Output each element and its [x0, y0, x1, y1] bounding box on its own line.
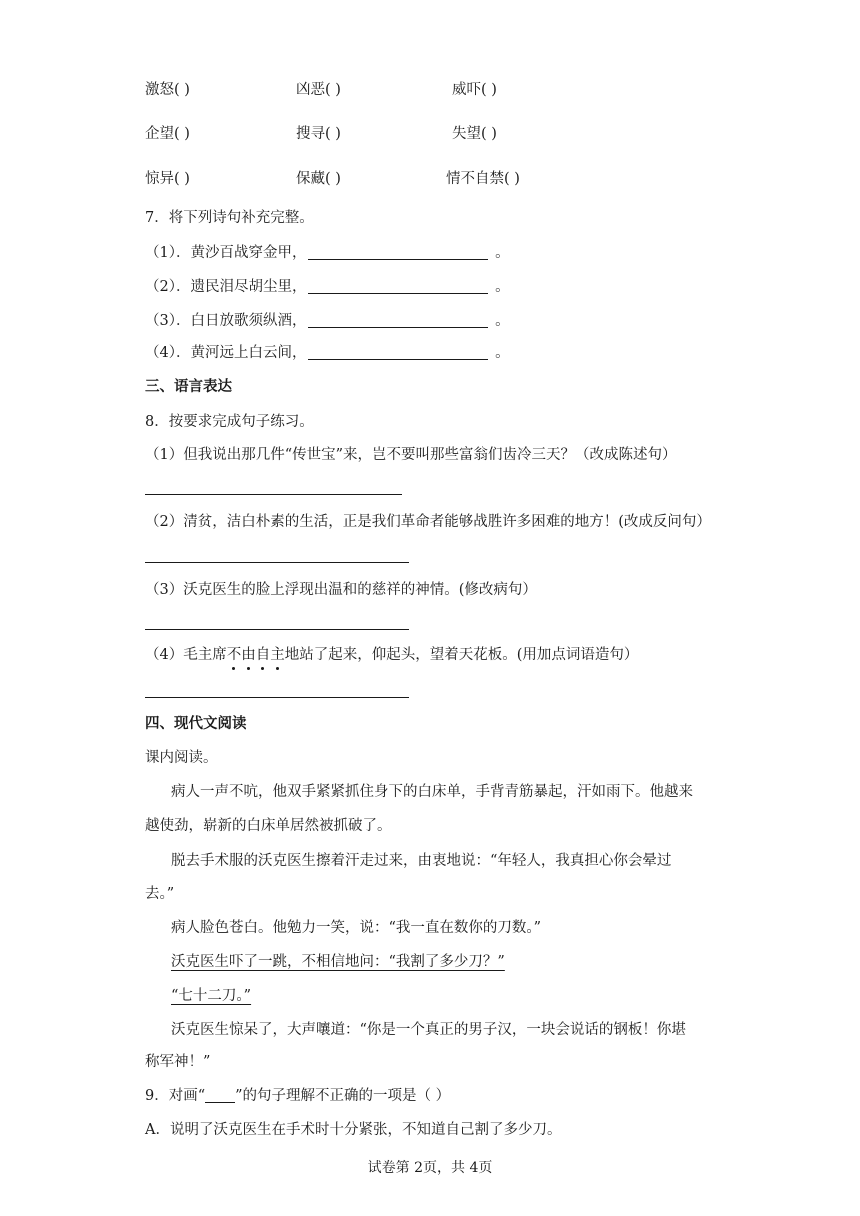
- answer-blank[interactable]: [308, 245, 488, 260]
- poem-item: [145, 311, 510, 331]
- page-footer: 试卷第 2页，共 4页: [367, 1160, 493, 1176]
- poem-item-label: （1）．黄沙百战穿金甲，: [145, 245, 307, 261]
- passage-line: 称军神！”: [145, 1054, 211, 1070]
- sentence-text: （4）毛主席: [145, 647, 227, 663]
- answer-blank[interactable]: [308, 313, 488, 328]
- passage-line-underlined: “七十二刀。”: [171, 988, 252, 1004]
- passage-line: 病人一声不吭，他双手紧紧抓住身下的白床单，手背青筋暴起，汗如雨下。他越来: [171, 784, 693, 800]
- word-item: 企望( ): [145, 126, 190, 142]
- poem-item: [145, 243, 510, 263]
- dotted-char: 不: [226, 647, 242, 663]
- dotted-char: 主: [270, 647, 285, 663]
- word-item: 搜寻( ): [296, 126, 341, 142]
- sentence-task: （3）沃克医生的脸上浮现出温和的慈祥的神情。(修改病句）: [145, 582, 537, 598]
- question-9: [145, 1086, 450, 1106]
- question-text: 9．对画“: [145, 1088, 206, 1104]
- reading-intro: 课内阅读。: [145, 750, 218, 766]
- poem-item: [145, 277, 510, 297]
- poem-item-label: （2）．遗民泪尽胡尘里，: [145, 279, 307, 295]
- poem-item: [145, 343, 510, 363]
- underline-marker: [205, 1088, 235, 1103]
- section-heading: 三、语言表达: [145, 379, 232, 395]
- answer-line[interactable]: [145, 494, 402, 495]
- word-item: 威吓( ): [452, 82, 497, 98]
- poem-item-end: 。: [495, 345, 510, 361]
- sentence-task: （1）但我说出那几件“传世宝”来，岂不要叫那些富翁们齿冷三天？（改成陈述句）: [145, 447, 677, 463]
- passage-line: 越使劲，崭新的白床单居然被抓破了。: [145, 818, 392, 834]
- dotted-char: 自: [255, 647, 271, 663]
- answer-blank[interactable]: [308, 279, 488, 294]
- question-7-title: 7．将下列诗句补充完整。: [145, 210, 314, 226]
- question-8-title: 8．按要求完成句子练习。: [145, 414, 314, 430]
- word-item: 失望( ): [452, 126, 497, 142]
- question-text: ”的句子理解不正确的一项是（ ）: [235, 1088, 451, 1104]
- sentence-text: 地站了起来，仰起头，望着天花板。(用加点词语造句）: [284, 647, 639, 663]
- passage-line: 脱去手术服的沃克医生擦着汗走过来，由衷地说：“年轻人，我真担心你会晕过: [171, 853, 672, 869]
- word-item: 凶恶( ): [296, 82, 341, 98]
- word-item: 保藏( ): [296, 171, 341, 187]
- passage-line: 沃克医生惊呆了，大声嚷道：“你是一个真正的男子汉，一块会说话的钢板！你堪: [171, 1022, 686, 1038]
- passage-line: 去。”: [145, 886, 175, 902]
- dotted-char: 由: [241, 647, 256, 663]
- sentence-task: （2）清贫，洁白朴素的生活，正是我们革命者能够战胜许多困难的地方！(改成反问句）: [145, 514, 711, 530]
- poem-item-end: 。: [495, 279, 510, 295]
- passage-line-underlined: 沃克医生吓了一跳，不相信地问：“我割了多少刀？”: [171, 954, 505, 970]
- word-item: 情不自禁( ): [446, 171, 520, 187]
- poem-item-label: （3）．白日放歌须纵酒，: [145, 313, 307, 329]
- word-item: 惊异( ): [145, 171, 190, 187]
- passage-line: 病人脸色苍白。他勉力一笑，说：“我一直在数你的刀数。”: [171, 920, 542, 936]
- answer-blank[interactable]: [308, 345, 488, 360]
- section-heading: 四、现代文阅读: [145, 716, 247, 732]
- answer-line[interactable]: [145, 629, 409, 630]
- option-a[interactable]: A．说明了沃克医生在手术时十分紧张，不知道自己割了多少刀。: [145, 1122, 562, 1138]
- poem-item-label: （4）．黄河远上白云间，: [145, 345, 307, 361]
- poem-item-end: 。: [495, 313, 510, 329]
- answer-line[interactable]: [145, 562, 409, 563]
- poem-item-end: 。: [495, 245, 510, 261]
- sentence-task: [145, 645, 638, 665]
- word-item: 激怒( ): [145, 82, 190, 98]
- answer-line[interactable]: [145, 697, 409, 698]
